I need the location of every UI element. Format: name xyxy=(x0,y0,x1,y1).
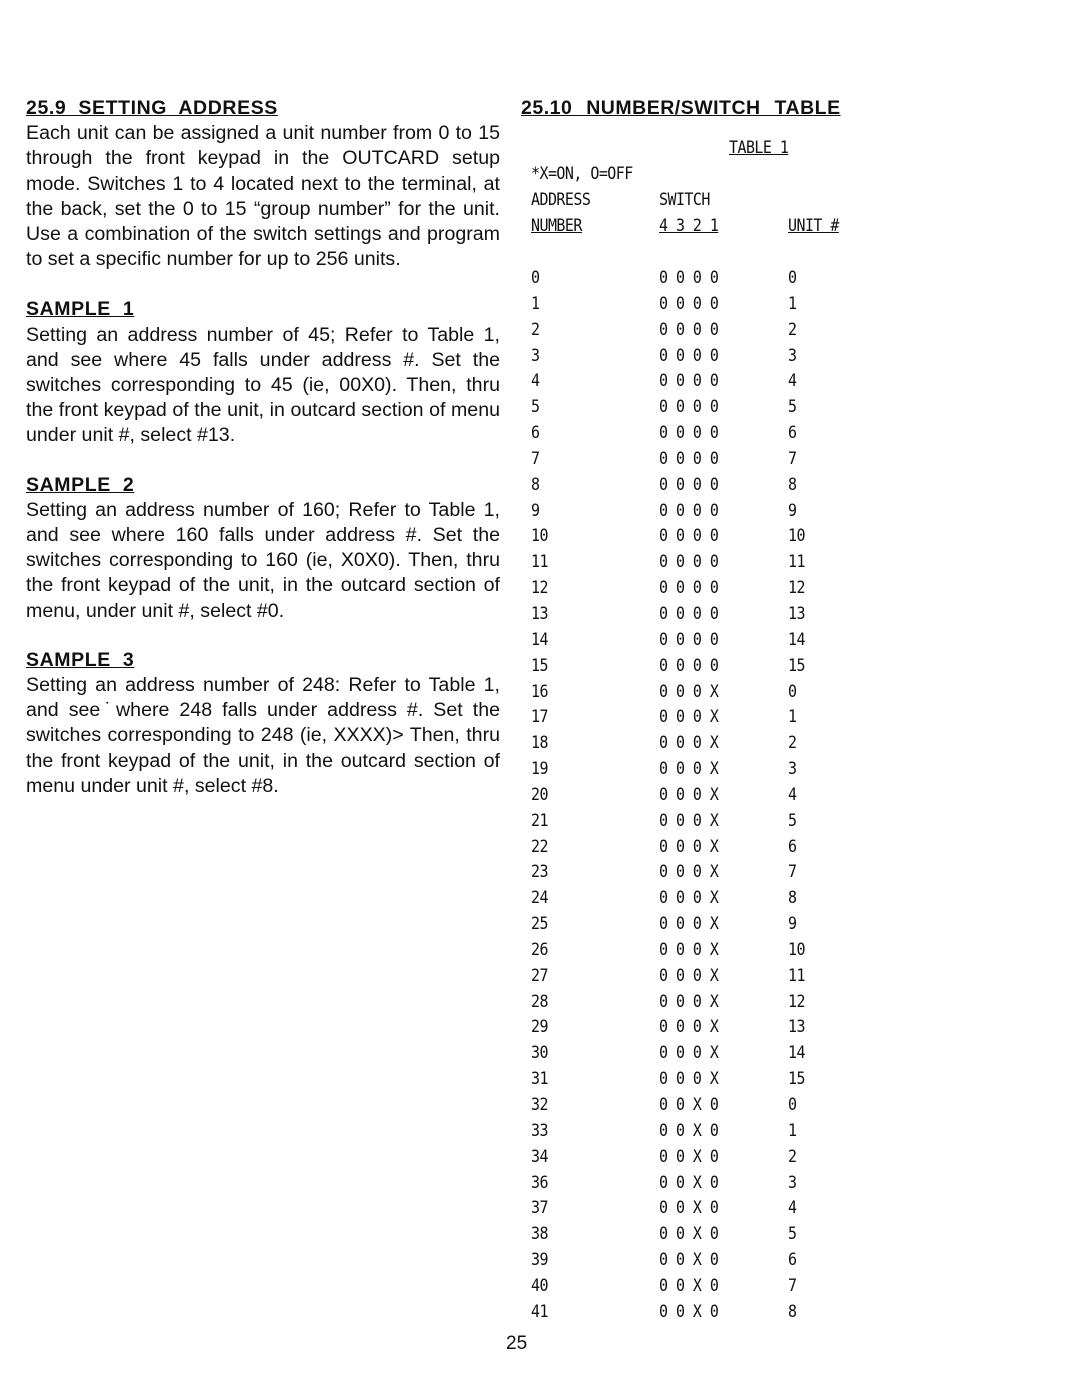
unit-cell: 7 xyxy=(788,1275,797,1296)
switch-cell: 0 0 X 0 xyxy=(659,1250,719,1271)
table-row xyxy=(531,1196,951,1222)
unit-cell: 11 xyxy=(788,965,805,986)
sample-1-paragraph: Setting an address number of 45; Refer to Table 1, and see where 45 falls under address #. Set the switches corresponding to 45 (ie, 00X0). Then, thru the front keypad of the unit, in outcard section of menu under unit #, select #13. xyxy=(26,323,500,447)
unit-cell: 4 xyxy=(788,1198,797,1219)
switch-cell: 0 0 0 0 xyxy=(659,345,719,366)
left-column xyxy=(26,96,500,823)
address-cell: 17 xyxy=(531,707,548,728)
unit-cell: 5 xyxy=(788,1224,797,1245)
switch-cell: 0 0 0 X xyxy=(659,862,719,883)
table-row xyxy=(531,628,951,654)
switch-cell: 0 0 0 0 xyxy=(659,423,719,444)
section-heading-setting-address: 25.9 SETTING ADDRESS xyxy=(26,97,278,119)
address-cell: 40 xyxy=(531,1275,548,1296)
unit-cell: 2 xyxy=(788,319,797,340)
table-row xyxy=(531,602,951,628)
table-row xyxy=(531,1093,951,1119)
unit-cell: 13 xyxy=(788,603,805,624)
unit-cell: 14 xyxy=(788,1043,805,1064)
switch-cell: 0 0 0 0 xyxy=(659,474,719,495)
header-switch: SWITCH xyxy=(659,190,710,210)
address-cell: 33 xyxy=(531,1120,548,1141)
switch-cell: 0 0 0 0 xyxy=(659,500,719,521)
sample-2-paragraph: Setting an address number of 160; Refer to Table 1, and see where 160 falls under address #. Set the switches corresponding to 160 (ie, X0X0). Then, thru the front keypad of the unit, in the outcard section of menu, under unit #, select #0. xyxy=(26,498,500,622)
switch-cell: 0 0 0 X xyxy=(659,784,719,805)
unit-cell: 0 xyxy=(788,268,797,288)
unit-cell: 15 xyxy=(788,1069,805,1090)
address-cell: 24 xyxy=(531,888,548,909)
switch-cell: 0 0 X 0 xyxy=(659,1120,719,1141)
address-cell: 5 xyxy=(531,397,540,418)
unit-cell: 11 xyxy=(788,552,805,573)
address-cell: 19 xyxy=(531,759,548,780)
table-row xyxy=(531,369,951,395)
address-cell: 20 xyxy=(531,784,548,805)
sample-2 xyxy=(26,473,500,624)
table-row xyxy=(531,1222,951,1248)
header-number: NUMBER xyxy=(531,216,582,236)
section-heading-number-switch-table: 25.10 NUMBER/SWITCH TABLE xyxy=(521,97,841,119)
sample-1-heading: SAMPLE 1 xyxy=(26,298,135,321)
table-row xyxy=(531,1067,951,1093)
address-cell: 14 xyxy=(531,629,548,650)
switch-cell: 0 0 0 X xyxy=(659,759,719,780)
sample-3 xyxy=(26,648,500,799)
switch-cell: 0 0 X 0 xyxy=(659,1095,719,1115)
address-cell: 27 xyxy=(531,965,548,986)
table-row xyxy=(531,318,951,344)
table-row xyxy=(531,938,951,964)
sample-3-heading: SAMPLE 3 xyxy=(26,648,135,671)
switch-cell: 0 0 X 0 xyxy=(659,1146,719,1167)
address-cell: 25 xyxy=(531,914,548,935)
unit-cell: 9 xyxy=(788,500,797,521)
address-cell: 41 xyxy=(531,1301,548,1322)
table-row xyxy=(531,757,951,783)
unit-cell: 2 xyxy=(788,1146,797,1167)
switch-cell: 0 0 0 0 xyxy=(659,578,719,599)
switch-cell: 0 0 0 0 xyxy=(659,371,719,392)
address-cell: 3 xyxy=(531,345,540,366)
switch-cell: 0 0 0 X xyxy=(659,733,719,754)
switch-cell: 0 0 0 0 xyxy=(659,603,719,624)
switch-cell: 0 0 0 0 xyxy=(659,655,719,676)
address-cell: 21 xyxy=(531,810,548,831)
table-row xyxy=(531,395,951,421)
unit-cell: 7 xyxy=(788,862,797,883)
switch-cell: 0 0 0 X xyxy=(659,939,719,960)
unit-cell: 8 xyxy=(788,888,797,909)
table-row xyxy=(531,550,951,576)
unit-cell: 7 xyxy=(788,448,797,469)
unit-cell: 0 xyxy=(788,1095,797,1115)
table-row xyxy=(531,990,951,1016)
address-cell: 11 xyxy=(531,552,548,573)
unit-cell: 8 xyxy=(788,474,797,495)
unit-cell: 1 xyxy=(788,707,797,728)
table-row xyxy=(531,266,951,292)
switch-cell: 0 0 0 X xyxy=(659,1069,719,1090)
switch-cell: 0 0 0 X xyxy=(659,810,719,831)
table-row xyxy=(531,473,951,499)
address-cell: 38 xyxy=(531,1224,548,1245)
switch-cell: 0 0 X 0 xyxy=(659,1172,719,1193)
header-switch-positions: 4 3 2 1 xyxy=(659,216,719,236)
address-cell: 31 xyxy=(531,1069,548,1090)
page-number: 25 xyxy=(506,1333,528,1354)
table-body xyxy=(531,266,951,1326)
table-row xyxy=(531,1171,951,1197)
table-row xyxy=(531,783,951,809)
switch-cell: 0 0 0 0 xyxy=(659,268,719,288)
unit-cell: 13 xyxy=(788,1017,805,1038)
switch-cell: 0 0 0 0 xyxy=(659,293,719,314)
address-cell: 37 xyxy=(531,1198,548,1219)
switch-cell: 0 0 0 X xyxy=(659,681,719,702)
unit-cell: 4 xyxy=(788,371,797,392)
address-cell: 15 xyxy=(531,655,548,676)
setting-address-paragraph: Each unit can be assigned a unit number from 0 to 15 through the front keypad in the OUTCARD setup mode. Switches 1 to 4 located next to the terminal, at the back, set the 0 to 15 “group number” for the unit. Use a combination of the switch settings and program to set a specific number for up to 256 units. xyxy=(26,122,500,271)
unit-cell: 3 xyxy=(788,1172,797,1193)
unit-cell: 10 xyxy=(788,526,805,547)
right-column xyxy=(521,96,941,1322)
switch-cell: 0 0 0 0 xyxy=(659,319,719,340)
address-cell: 28 xyxy=(531,991,548,1012)
address-cell: 29 xyxy=(531,1017,548,1038)
unit-cell: 1 xyxy=(788,293,797,314)
sample-2-heading: SAMPLE 2 xyxy=(26,473,135,496)
unit-cell: 2 xyxy=(788,733,797,754)
switch-cell: 0 0 X 0 xyxy=(659,1275,719,1296)
table-row xyxy=(531,576,951,602)
switch-cell: 0 0 0 X xyxy=(659,1017,719,1038)
section-setting-address xyxy=(26,96,500,272)
table-row xyxy=(531,499,951,525)
address-cell: 39 xyxy=(531,1250,548,1271)
address-cell: 23 xyxy=(531,862,548,883)
table-row xyxy=(531,705,951,731)
address-cell: 7 xyxy=(531,448,540,469)
switch-cell: 0 0 X 0 xyxy=(659,1198,719,1219)
unit-cell: 6 xyxy=(788,1250,797,1271)
switch-cell: 0 0 0 0 xyxy=(659,397,719,418)
table-row xyxy=(531,1274,951,1300)
table-row xyxy=(531,860,951,886)
table-legend: *X=ON, O=OFF xyxy=(531,164,633,184)
unit-cell: 6 xyxy=(788,423,797,444)
table-row xyxy=(531,1015,951,1041)
table-row xyxy=(531,912,951,938)
switch-cell: 0 0 0 X xyxy=(659,991,719,1012)
switch-cell: 0 0 0 0 xyxy=(659,629,719,650)
unit-cell: 12 xyxy=(788,991,805,1012)
address-cell: 26 xyxy=(531,939,548,960)
address-cell: 1 xyxy=(531,293,540,314)
address-cell: 30 xyxy=(531,1043,548,1064)
table-row xyxy=(531,809,951,835)
switch-cell: 0 0 0 X xyxy=(659,707,719,728)
table-title: TABLE 1 xyxy=(729,138,789,158)
address-cell: 16 xyxy=(531,681,548,702)
switch-cell: 0 0 0 0 xyxy=(659,448,719,469)
address-cell: 13 xyxy=(531,603,548,624)
unit-cell: 0 xyxy=(788,681,797,702)
table-row xyxy=(531,680,951,706)
table-row xyxy=(531,654,951,680)
table-row xyxy=(531,1300,951,1326)
table-row xyxy=(531,1041,951,1067)
table-row xyxy=(531,292,951,318)
unit-cell: 15 xyxy=(788,655,805,676)
table-row xyxy=(531,964,951,990)
table-row xyxy=(531,1248,951,1274)
unit-cell: 5 xyxy=(788,810,797,831)
address-cell: 22 xyxy=(531,836,548,857)
switch-cell: 0 0 X 0 xyxy=(659,1224,719,1245)
table-row xyxy=(531,344,951,370)
table-row xyxy=(531,731,951,757)
switch-cell: 0 0 0 X xyxy=(659,836,719,857)
sample-1 xyxy=(26,297,500,448)
unit-cell: 3 xyxy=(788,345,797,366)
table-row xyxy=(531,1145,951,1171)
switch-cell: 0 0 0 0 xyxy=(659,526,719,547)
table-row xyxy=(531,835,951,861)
unit-cell: 9 xyxy=(788,914,797,935)
unit-cell: 12 xyxy=(788,578,805,599)
address-cell: 8 xyxy=(531,474,540,495)
table-row xyxy=(531,1119,951,1145)
switch-cell: 0 0 0 0 xyxy=(659,552,719,573)
table-row xyxy=(531,524,951,550)
address-cell: 2 xyxy=(531,319,540,340)
address-cell: 18 xyxy=(531,733,548,754)
address-cell: 6 xyxy=(531,423,540,444)
switch-cell: 0 0 0 X xyxy=(659,914,719,935)
address-cell: 34 xyxy=(531,1146,548,1167)
switch-cell: 0 0 0 X xyxy=(659,1043,719,1064)
unit-cell: 4 xyxy=(788,784,797,805)
switch-cell: 0 0 0 X xyxy=(659,888,719,909)
unit-cell: 1 xyxy=(788,1120,797,1141)
switch-cell: 0 0 X 0 xyxy=(659,1301,719,1322)
unit-cell: 10 xyxy=(788,939,805,960)
address-cell: 32 xyxy=(531,1095,548,1115)
table-row xyxy=(531,447,951,473)
unit-cell: 14 xyxy=(788,629,805,650)
address-cell: 36 xyxy=(531,1172,548,1193)
sample-3-paragraph: Setting an address number of 248: Refer to Table 1, and see˙where 248 falls under address #. Set the switches corresponding to 248 (ie, XXXX)> Then, thru the front keypad of the unit, in the outcard section of menu under unit #, select #8. xyxy=(26,674,500,797)
address-cell: 0 xyxy=(531,268,540,288)
unit-cell: 8 xyxy=(788,1301,797,1322)
header-unit: UNIT # xyxy=(788,216,839,236)
address-cell: 9 xyxy=(531,500,540,521)
unit-cell: 3 xyxy=(788,759,797,780)
switch-cell: 0 0 0 X xyxy=(659,965,719,986)
unit-cell: 5 xyxy=(788,397,797,418)
table-row xyxy=(531,421,951,447)
address-cell: 4 xyxy=(531,371,540,392)
address-cell: 12 xyxy=(531,578,548,599)
unit-cell: 6 xyxy=(788,836,797,857)
address-cell: 10 xyxy=(531,526,548,547)
table-row xyxy=(531,886,951,912)
header-address: ADDRESS xyxy=(531,190,591,210)
